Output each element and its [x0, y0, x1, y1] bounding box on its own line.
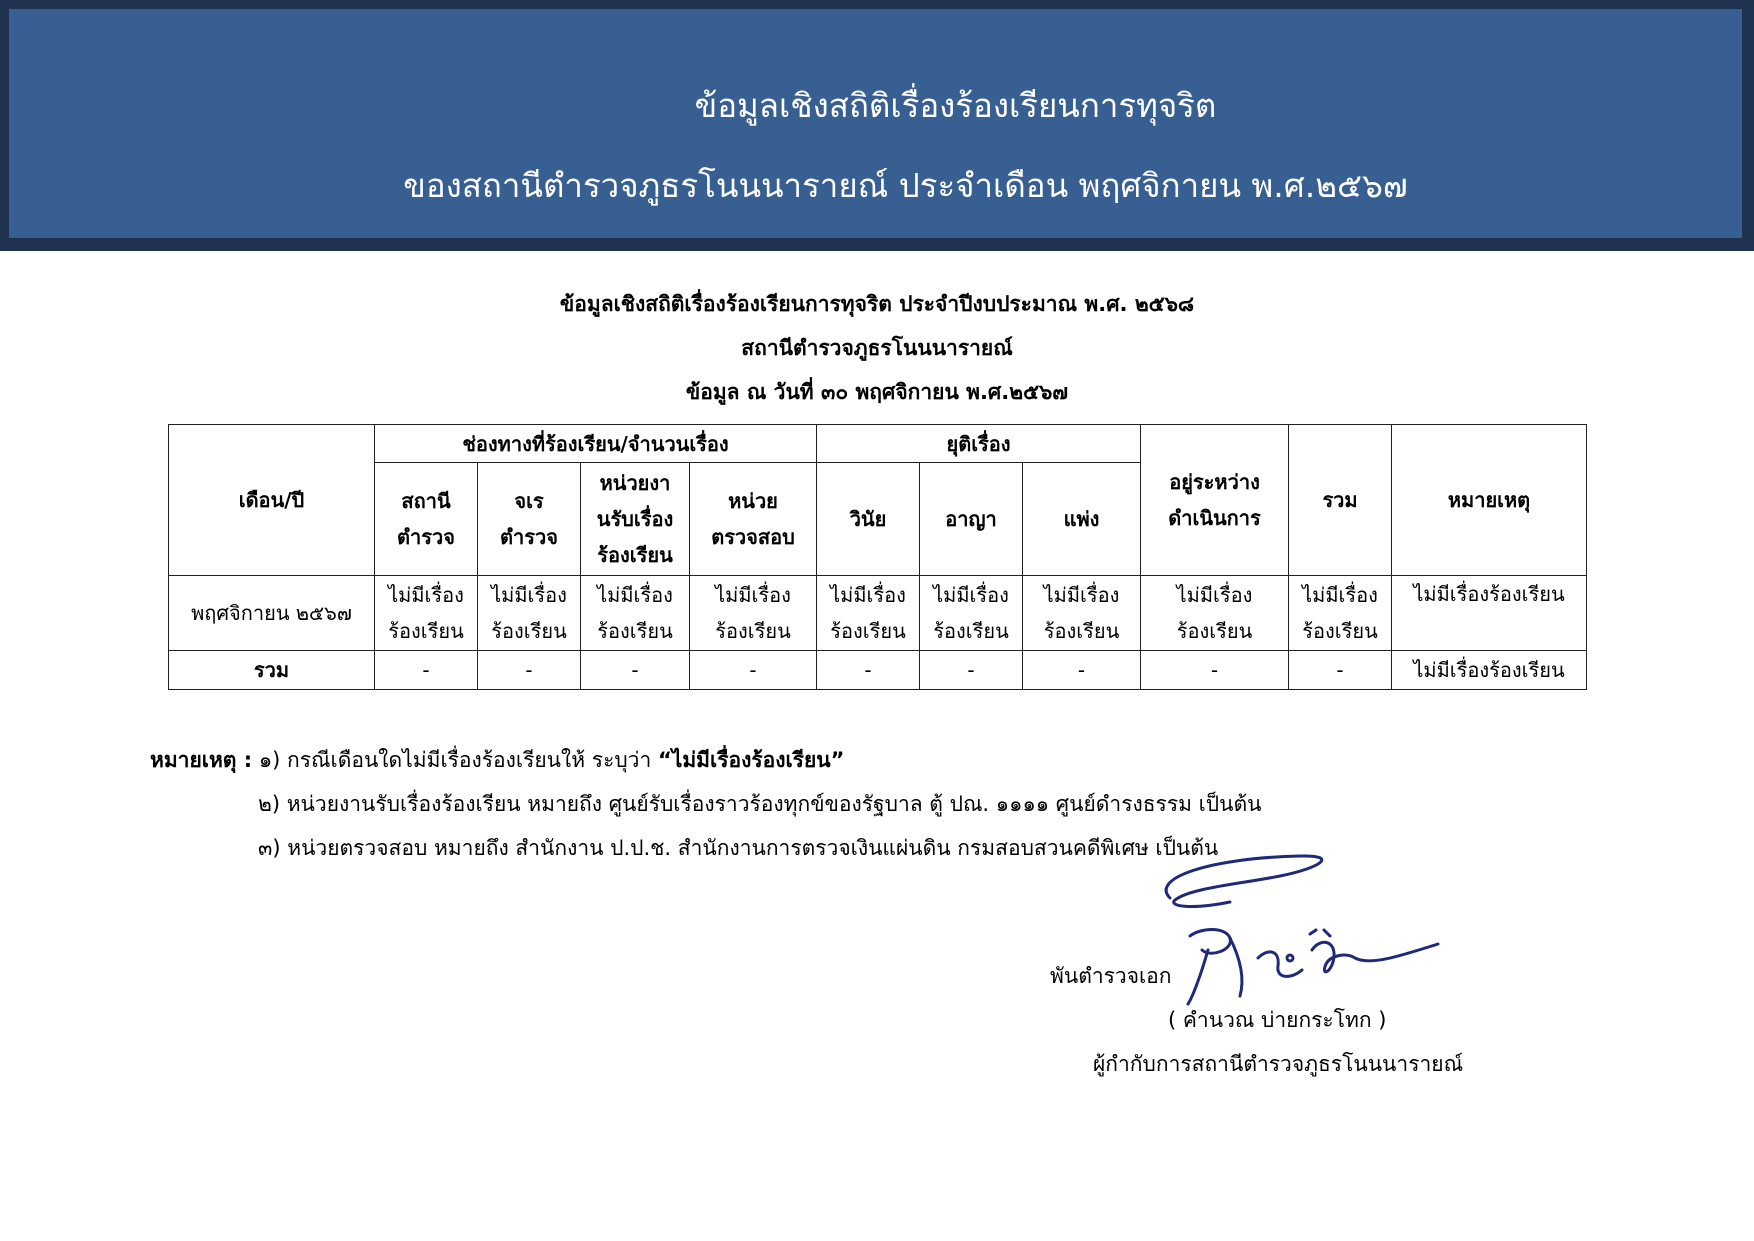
total-total: - [1289, 651, 1392, 690]
header-channel-agency-line2: นรับเรื่อง [596, 507, 674, 531]
total-channel-agency: - [581, 651, 690, 690]
header-channel-station [375, 463, 478, 576]
header-channel-audit-line1: หน่วย [728, 489, 778, 513]
signer-rank: พันตำรวจเอก [1050, 964, 1172, 988]
total-resolved-discipline: - [817, 651, 920, 690]
report-station: สถานีตำรวจภูธรโนนนารายณ์ [741, 336, 1013, 360]
report-as-of: ข้อมูล ณ วันที่ ๓๐ พฤศจิกายน พ.ศ.๒๕๖๗ [685, 380, 1069, 404]
header-banner-inner [9, 9, 1742, 238]
cell-pending: ไม่มีเรื่อง ร้องเรียน [1141, 576, 1289, 651]
note-1 [150, 744, 844, 777]
header-channel-agency [581, 463, 690, 576]
total-pending: - [1141, 651, 1289, 690]
header-channel-station-line1: สถานี [401, 489, 451, 513]
table-total-row [169, 651, 1587, 690]
note-3: ๓) หน่วยตรวจสอบ หมายถึง สำนักงาน ป.ป.ช. สำนักงานการตรวจเงินแผ่นดิน กรมสอบสวนคดีพิเศษ เป็นต้น [258, 836, 1219, 860]
header-resolved-civil: แพ่ง [1023, 463, 1141, 576]
cell-channel-agency: ไม่มีเรื่อง ร้องเรียน [581, 576, 690, 651]
table-row [169, 576, 1587, 651]
total-channel-patrol: - [478, 651, 581, 690]
total-channel-station: - [375, 651, 478, 690]
header-channel-patrol [478, 463, 581, 576]
total-remark: ไม่มีเรื่องร้องเรียน [1392, 651, 1587, 690]
header-channels: ช่องทางที่ร้องเรียน/จำนวนเรื่อง [375, 425, 817, 463]
signer-position: ผู้กำกับการสถานีตำรวจภูธรโนนนารายณ์ [1093, 1052, 1464, 1076]
complaint-statistics-table [168, 424, 1587, 690]
header-channel-audit-line2: ตรวจสอบ [711, 525, 795, 549]
banner-title: ข้อมูลเชิงสถิติเรื่องร้องเรียนการทุจริต [694, 86, 1217, 125]
header-remark: หมายเหตุ [1392, 425, 1587, 576]
header-resolved-discipline: วินัย [817, 463, 920, 576]
header-channel-agency-line3: ร้องเรียน [597, 543, 673, 567]
cell-remark: ไม่มีเรื่องร้องเรียน [1392, 576, 1587, 651]
header-pending [1141, 425, 1289, 576]
header-total: รวม [1289, 425, 1392, 576]
header-channel-agency-line1: หน่วยงา [599, 471, 671, 495]
report-title: ข้อมูลเชิงสถิติเรื่องร้องเรียนการทุจริต ประจำปีงบประมาณ พ.ศ. ๒๕๖๘ [559, 292, 1195, 316]
notes-label: หมายเหตุ : [150, 748, 253, 772]
header-channel-patrol-line1: จเร [514, 489, 544, 513]
total-resolved-civil: - [1023, 651, 1141, 690]
total-channel-audit: - [690, 651, 817, 690]
banner-subtitle: ของสถานีตำรวจภูธรโนนนารายณ์ ประจำเดือน พฤศจิกายน พ.ศ.๒๕๖๗ [403, 166, 1408, 205]
header-resolved: ยุติเรื่อง [817, 425, 1141, 463]
row-month: พฤศจิกายน ๒๕๖๗ [169, 576, 375, 651]
header-channel-audit [690, 463, 817, 576]
cell-channel-station: ไม่มีเรื่อง ร้องเรียน [375, 576, 478, 651]
cell-channel-audit: ไม่มีเรื่อง ร้องเรียน [690, 576, 817, 651]
header-resolved-criminal: อาญา [920, 463, 1023, 576]
total-label: รวม [169, 651, 375, 690]
cell-channel-patrol: ไม่มีเรื่อง ร้องเรียน [478, 576, 581, 651]
header-pending-line2: ดำเนินการ [1168, 506, 1261, 530]
cell-resolved-criminal: ไม่มีเรื่อง ร้องเรียน [920, 576, 1023, 651]
header-banner [0, 0, 1754, 251]
cell-resolved-discipline: ไม่มีเรื่อง ร้องเรียน [817, 576, 920, 651]
cell-resolved-civil: ไม่มีเรื่อง ร้องเรียน [1023, 576, 1141, 651]
header-channel-patrol-line2: ตำรวจ [500, 525, 558, 549]
header-pending-line1: อยู่ระหว่าง [1169, 470, 1260, 494]
total-resolved-criminal: - [920, 651, 1023, 690]
note-2: ๒) หน่วยงานรับเรื่องร้องเรียน หมายถึง ศูนย์รับเรื่องราวร้องทุกข์ของรัฐบาล ตู้ ปณ. ๑๑๑๑ ศูนย์ดำรงธรรม เป็นต้น [258, 792, 1262, 816]
header-channel-station-line2: ตำรวจ [397, 525, 455, 549]
note-1-emphasis: “ไม่มีเรื่องร้องเรียน” [657, 748, 845, 772]
note-1-text: ๑) กรณีเดือนใดไม่มีเรื่องร้องเรียนให้ ระบุว่า [258, 748, 652, 772]
signer-name: ( คำนวณ บ่ายกระโทก ) [1168, 1008, 1387, 1032]
signature-image [1130, 838, 1450, 1008]
cell-total: ไม่มีเรื่อง ร้องเรียน [1289, 576, 1392, 651]
header-month: เดือน/ปี [169, 425, 375, 576]
